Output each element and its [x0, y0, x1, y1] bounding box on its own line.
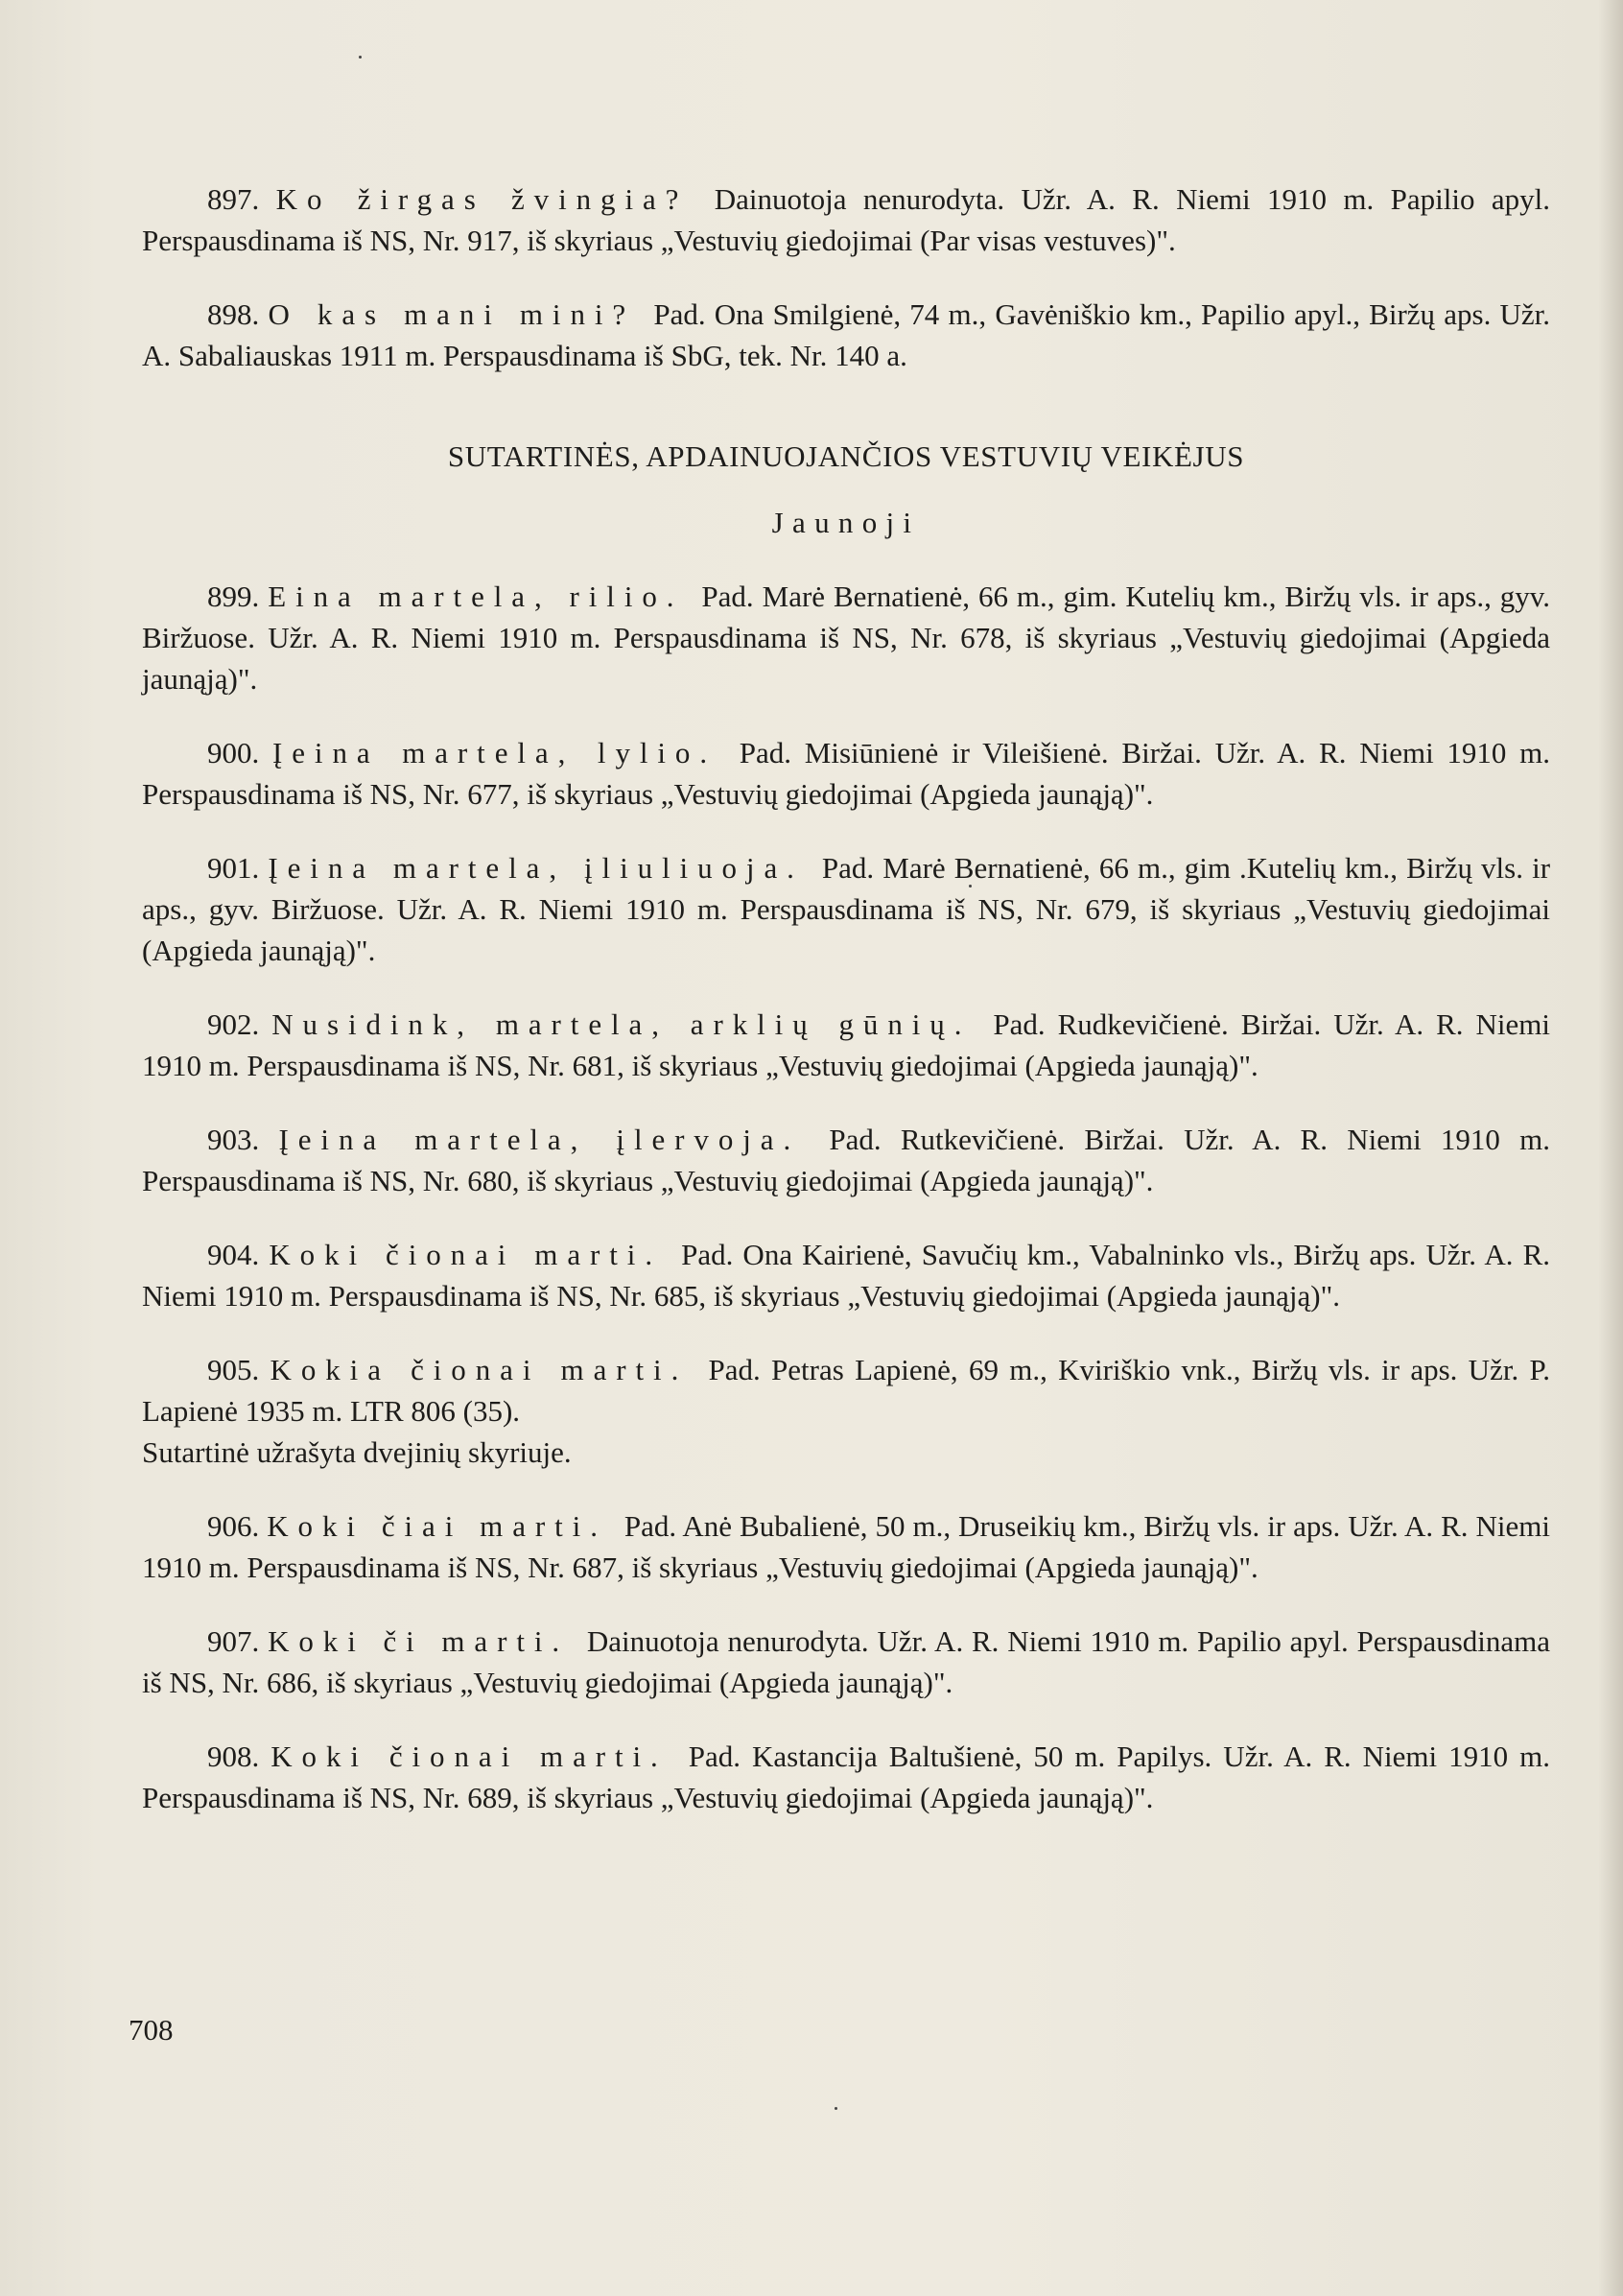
- page-text: [142, 178, 1550, 1851]
- entry-paragraph: [142, 732, 1550, 815]
- entry-paragraph: [142, 847, 1550, 971]
- entry-title: Įeina martela, lylio.: [272, 736, 717, 769]
- entry-text: Pad. Marė Bernatienė, 66 m., gim .Kutelių km., Biržų vls. ir aps., gyv. Biržuose. Užr. A. R. Niemi 1910 m. Perspausdinama iš NS, Nr. 679, iš skyriaus „Vestuvių giedojimai (Apgieda jaunąją)".: [142, 851, 1551, 967]
- entry-title: Koki čionai marti.: [270, 1740, 668, 1773]
- song-entry: [142, 1349, 1550, 1473]
- section-heading: SUTARTINĖS, APDAINUOJANČIOS VESTUVIŲ VEIKĖJUS: [447, 439, 1245, 473]
- entry-text: Pad. Kastancija Baltušienė, 50 m. Papilys. Užr. A. R. Niemi 1910 m. Perspausdinama iš NS, Nr. 689, iš skyriaus „Vestuvių giedojimai (Apgieda jaunąją)".: [142, 1740, 1551, 1814]
- entry-number: 898.: [207, 297, 260, 331]
- entries-before-section: [142, 178, 1550, 376]
- entry-title: Įeina martela, įliuliuoja.: [268, 851, 804, 885]
- song-entry: [142, 1736, 1550, 1818]
- entry-paragraph: [142, 1736, 1550, 1818]
- entry-number: 900.: [207, 736, 260, 769]
- song-entry: [142, 294, 1550, 376]
- song-entry: [142, 1234, 1550, 1316]
- song-entry: [142, 1004, 1550, 1086]
- entry-title: Įeina martela, įlervoja.: [278, 1123, 801, 1156]
- entry-title: Koki čiai marti.: [267, 1509, 607, 1543]
- entry-text: Dainuotoja nenurodyta. Užr. A. R. Niemi 1910 m. Papilio apyl. Perspausdinama iš NS, Nr. 917, iš skyriaus „Vestuvių giedojimai (Par visas vestuves)".: [142, 182, 1551, 257]
- entry-title: Eina martela, rilio.: [268, 580, 684, 613]
- entry-number: 907.: [207, 1624, 260, 1658]
- song-entry: [142, 1119, 1550, 1201]
- entry-note: Sutartinė užrašyta dvejinių skyriuje.: [142, 1435, 572, 1469]
- entry-paragraph: [142, 178, 1550, 261]
- entry-paragraph: [142, 1505, 1550, 1588]
- entry-number: 904.: [207, 1238, 260, 1271]
- entry-text: Pad. Rutkevičienė. Biržai. Užr. A. R. Niemi 1910 m. Perspausdinama iš NS, Nr. 680, iš skyriaus „Vestuvių giedojimai (Apgieda jaunąją)".: [142, 1123, 1551, 1197]
- song-entry: [142, 576, 1550, 699]
- entry-text: Pad. Ona Kairienė, Savučių km., Vabalninko vls., Biržų aps. Užr. A. R. Niemi 1910 m. Perspausdinama iš NS, Nr. 685, iš skyriaus „Vestuvių giedojimai (Apgieda jaunąją)".: [142, 1238, 1551, 1313]
- entry-paragraph: [142, 576, 1550, 699]
- entry-title: O kas mani mini?: [268, 297, 636, 331]
- entry-number: 908.: [207, 1740, 260, 1773]
- entry-paragraph: [142, 1119, 1550, 1201]
- song-entry: [142, 178, 1550, 261]
- entry-number: 899.: [207, 580, 260, 613]
- entry-paragraph: [142, 1621, 1550, 1703]
- entry-text: Pad. Ona Smilgienė, 74 m., Gavėniškio km., Papilio apyl., Biržų aps. Užr. A. Sabaliauskas 1911 m. Perspausdinama iš SbG, tek. Nr. 140 a.: [142, 297, 1551, 372]
- entry-title: Nusidink, martela, arklių gūnių.: [271, 1007, 972, 1041]
- entries-section: [142, 576, 1550, 1818]
- song-entry: [142, 1621, 1550, 1703]
- entry-text: Dainuotoja nenurodyta. Užr. A. R. Niemi 1910 m. Papilio apyl. Perspausdinama iš NS, Nr. 686, iš skyriaus „Vestuvių giedojimai (Apgieda jaunąją)".: [142, 1624, 1551, 1699]
- entry-title: Ko žirgas žvingia?: [275, 182, 689, 216]
- entry-number: 897.: [207, 182, 260, 216]
- entry-text: Pad. Marė Bernatienė, 66 m., gim. Kutelių km., Biržų vls. ir aps., gyv. Biržuose. Užr. A. R. Niemi 1910 m. Perspausdinama iš NS, Nr. 678, iš skyriaus „Vestuvių giedojimai (Apgieda jaunąją)".: [142, 580, 1551, 696]
- song-entry: [142, 732, 1550, 815]
- entry-number: 902.: [207, 1007, 260, 1041]
- entry-text: Pad. Misiūnienė ir Vileišienė. Biržai. Užr. A. R. Niemi 1910 m. Perspausdinama iš NS, Nr. 677, iš skyriaus „Vestuvių giedojimai (Apgieda jaunąją)".: [142, 736, 1551, 811]
- song-entry: [142, 1505, 1550, 1588]
- entry-paragraph: [142, 294, 1550, 376]
- print-speck: [835, 2107, 837, 2110]
- entry-number: 901.: [207, 851, 260, 885]
- entry-text: Pad. Rudkevičienė. Biržai. Užr. A. R. Niemi 1910 m. Perspausdinama iš NS, Nr. 681, iš skyriaus „Vestuvių giedojimai (Apgieda jaunąją)".: [142, 1007, 1551, 1082]
- song-entry: [142, 847, 1550, 971]
- entry-paragraph: [142, 1234, 1550, 1316]
- entry-number: 903.: [207, 1123, 260, 1156]
- entry-title: Koki či marti.: [268, 1624, 570, 1658]
- print-speck: [359, 56, 362, 59]
- entry-number: 905.: [207, 1353, 260, 1386]
- entry-text: Pad. Petras Lapienė, 69 m., Kviriškio vnk., Biržų vls. ir aps. Užr. P. Lapienė 1935 m. LTR 806 (35).: [142, 1353, 1551, 1428]
- binding-shadow: [1598, 0, 1623, 2296]
- entry-title: Koki čionai marti.: [269, 1238, 662, 1271]
- entry-paragraph: [142, 1349, 1550, 1473]
- entry-text: Pad. Anė Bubalienė, 50 m., Druseikių km., Biržų vls. ir aps. Užr. A. R. Niemi 1910 m. Perspausdinama iš NS, Nr. 687, iš skyriaus „Vestuvių giedojimai (Apgieda jaunąją)".: [142, 1509, 1551, 1584]
- entry-title: Kokia čionai marti.: [270, 1353, 689, 1386]
- page-number: 708: [129, 2013, 174, 2047]
- entry-number: 906.: [207, 1509, 260, 1543]
- entry-paragraph: [142, 1004, 1550, 1086]
- section-subheading: Jaunoji: [771, 506, 921, 539]
